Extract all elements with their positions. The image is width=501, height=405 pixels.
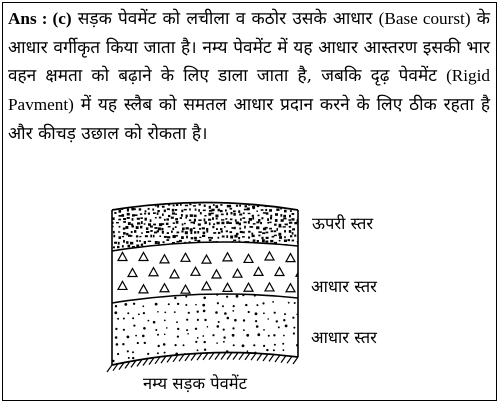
middle-layer-triangles [118,252,305,293]
ground-hatching [107,353,298,373]
top-layer-label: ऊपरी स्तर [312,214,374,233]
middle-layer-label: आधार स्तर [311,277,377,296]
answer-prefix: Ans : (c) [8,9,72,28]
answer-text-3: में यह स्लैब को समतल आधार प्रदान करने के लिए ठीक रहता है और कीचड़ उछाल को रोकता है। [8,95,490,144]
answer-text-1: सड़क पेवमेंट को लचीला व कठोर उसके आधार [71,9,379,29]
diagram-caption: नम्य सड़क पेवमेंट [143,374,247,393]
bottom-layer-label: आधार स्तर [311,328,377,347]
rigid-pavement-term: (Rigid Pavment) [8,66,490,115]
answer-text-2: के आधार वर्गीकृत किया जाता है। नम्य पेवमेंट में यह आधार आस्तरण इसकी भार वहन क्षमता को बढ़ाने के लिए डाला जाता है, जबकि दृढ़ पेवमेंट [8,9,490,87]
base-course-term: (Base courst) [378,9,471,28]
layer-boundary-1 [112,242,298,251]
